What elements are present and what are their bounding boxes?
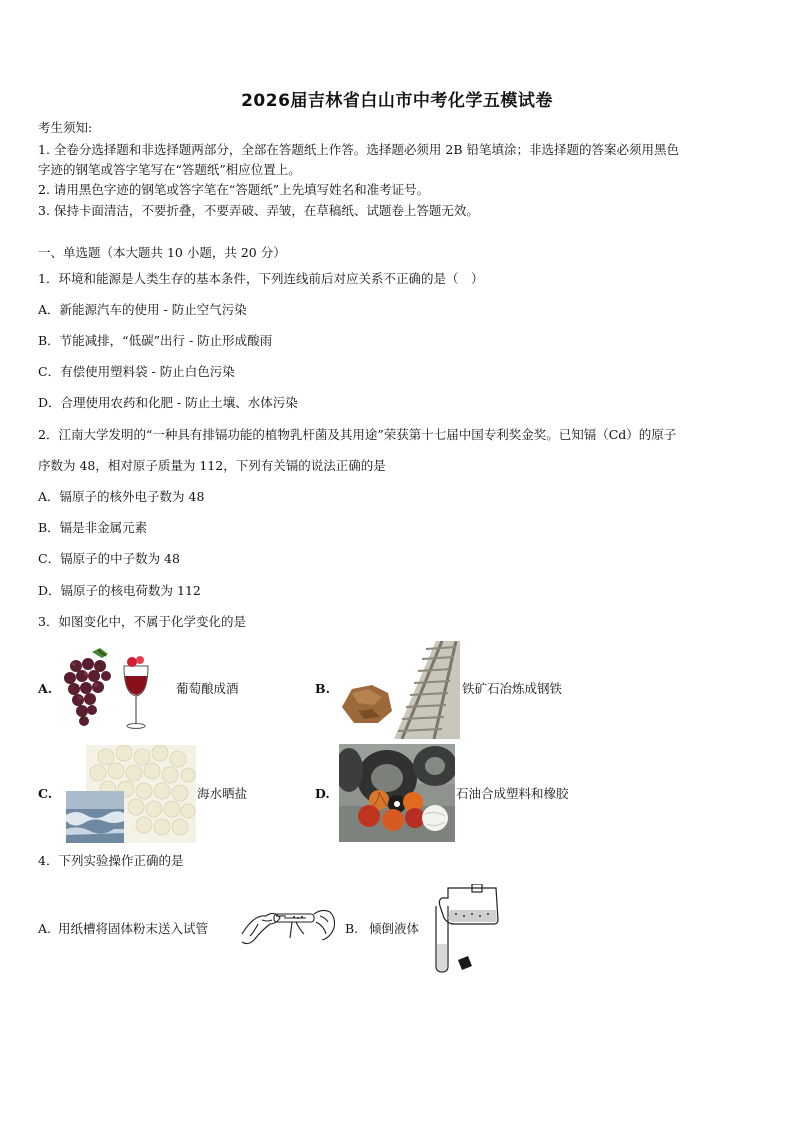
grape-wine-image [62,646,158,732]
option-letter: B. [315,681,330,696]
answer-option: B．镉是非金属元素 [38,520,148,535]
question-stem: 序数为 48，相对原子质量为 112，下列有关镉的说法正确的是 [38,458,386,473]
pour-liquid-image [426,884,504,976]
option-text: 用纸槽将固体粉末送入试管 [58,921,209,936]
option-text: 葡萄酿成酒 [176,681,239,696]
answer-option: A．镉原子的核外电子数为 48 [38,489,205,504]
iron-ore-rail-image [338,641,460,739]
answer-option: D．镉原子的核电荷数为 112 [38,583,201,598]
option-letter: D. [315,786,330,801]
answer-option: C．镉原子的中子数为 48 [38,551,180,566]
sea-salt-image [66,745,196,843]
paper-trough-image [236,894,340,950]
notice-item: 1. 全卷分选择题和非选择题两部分，全部在答题纸上作答。选择题必须用 2B 铅笔填涂；非选择题的答案必须用黑色 [38,142,679,157]
question-stem: 3．如图变化中，不属于化学变化的是 [38,614,246,629]
answer-option: A．新能源汽车的使用 - 防止空气污染 [38,302,247,317]
answer-option: D．合理使用农药和化肥 - 防止土壤、水体污染 [38,395,298,410]
answer-option: C．有偿使用塑料袋 - 防止白色污染 [38,364,235,379]
notice-heading: 考生须知: [38,120,93,135]
option-text: 倾倒液体 [369,921,420,936]
question-stem: 1．环境和能源是人类生存的基本条件，下列连线前后对应关系不正确的是（ ） [38,271,484,286]
option-text: 铁矿石冶炼成钢铁 [462,681,563,696]
option-letter: C. [38,786,53,801]
answer-option: B．节能减排，“低碳”出行 - 防止形成酸雨 [38,333,273,348]
question-stem: 4．下列实验操作正确的是 [38,853,184,868]
question-stem: 2．江南大学发明的“一种具有排镉功能的植物乳杆菌及其用途”荣获第十七届中国专利奖金奖。已知镉（Cd）的原子 [38,427,677,442]
option-letter: B. [345,921,359,936]
option-text: 石油合成塑料和橡胶 [456,786,569,801]
option-letter: A. [38,921,52,936]
option-text: 海水晒盐 [197,786,248,801]
notice-item: 3. 保持卡面清洁，不要折叠，不要弄破、弄皱，在草稿纸、试题卷上答题无效。 [38,203,479,218]
option-letter: A. [38,681,53,696]
notice-item: 字迹的钢笔或答字笔写在“答题纸”相应位置上。 [38,162,301,177]
tires-balls-image [339,744,455,842]
page-title: 2026届吉林省白山市中考化学五模试卷 [241,91,553,111]
section-heading: 一、单选题（本大题共 10 小题，共 20 分） [38,245,286,260]
notice-item: 2. 请用黑色字迹的钢笔或答字笔在“答题纸”上先填写姓名和准考证号。 [38,182,430,197]
